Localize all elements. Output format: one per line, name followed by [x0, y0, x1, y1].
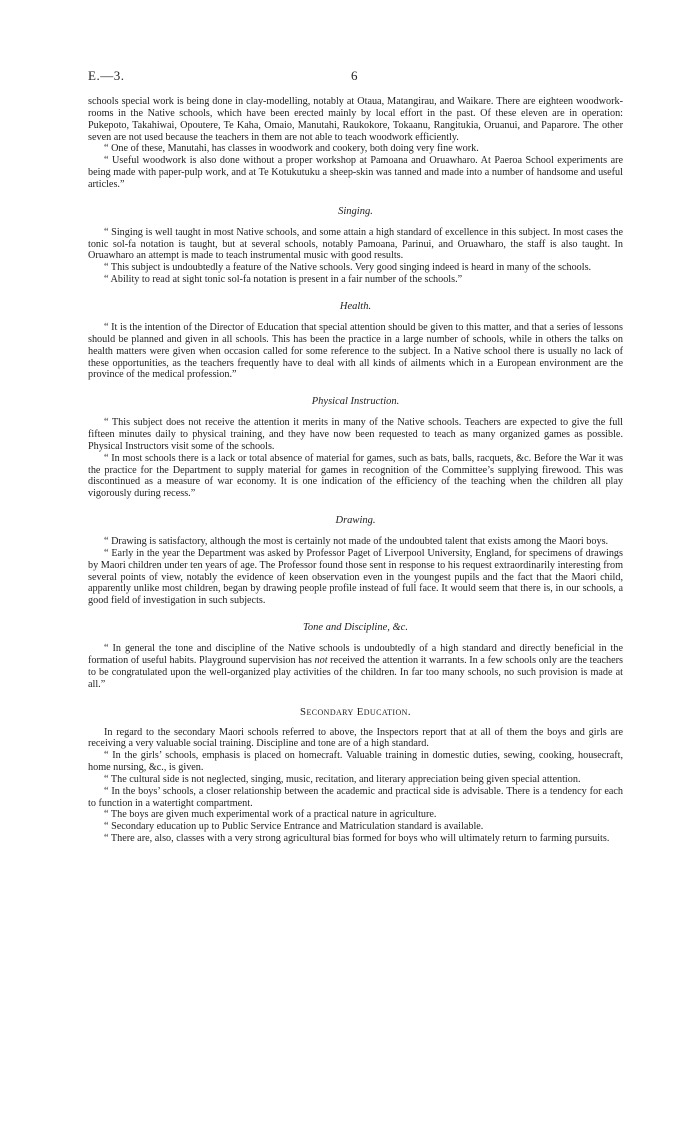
- paragraph: In regard to the secondary Maori schools referred to above, the Inspectors report that at all of them the boys and girls are receiving a very valuable social training. Discipline and tone are of a high standard.: [88, 726, 623, 750]
- document-reference: E.—3.: [88, 68, 125, 83]
- emphasis-text: not: [314, 655, 328, 666]
- paragraph: “ This subject does not receive the attention it merits in many of the Native schools. Teachers are expected to give the full fifteen minutes daily to physical training, and they have now been requested to teach as many organized games as possible. Physical Instructors visit some of the schools.: [88, 417, 623, 452]
- paragraph: “ In the girls’ schools, emphasis is placed on homecraft. Valuable training in domestic duties, sewing, cooking, housecraft, home nursing, &c., is given.: [88, 750, 623, 774]
- paragraph: “ One of these, Manutahi, has classes in woodwork and cookery, both doing very fine work.: [104, 143, 479, 155]
- document-body: [88, 96, 623, 845]
- paragraph: “ The boys are given much experimental work of a practical nature in agriculture.: [104, 809, 437, 821]
- page-number: 6: [351, 68, 358, 83]
- paragraph: “ Useful woodwork is also done without a proper workshop at Pamoana and Oruawharo. At Paeroa School experiments are being made with paper-pulp work, and at Te Kotukutuku a sheep-skin was tanned and made into a number of handsome and useful articles.”: [88, 155, 623, 190]
- paragraph-text: “ In general the tone and discipline of the Native schools is undoubtedly of a high standard and directly beneficial in the formation of useful habits. Playground supervision has: [88, 643, 623, 666]
- section-heading-drawing: Drawing.: [335, 515, 376, 527]
- paragraph: “ Secondary education up to Public Service Entrance and Matriculation standard is available.: [104, 821, 484, 833]
- paragraph: “ The cultural side is not neglected, singing, music, recitation, and literary appreciation being given special attention.: [104, 773, 581, 785]
- section-heading-singing: Singing.: [338, 205, 373, 217]
- paragraph: “ Ability to read at sight tonic sol-fa notation is present in a fair number of the schools.”: [104, 274, 463, 286]
- paragraph: “ Early in the year the Department was asked by Professor Paget of Liverpool University, England, for specimens of drawings by Maori children under ten years of age. The Professor found those sent in response to his request extraordinarily interesting from several points of view, notably the evidence of keen observation even in the youngest pupils and the fact that the Maori child, apparently unlike most children, began by drawing people profile instead of full face. It would seem that there is, in our schools, a good field of investigation in such subjects.: [88, 547, 623, 607]
- section-heading-tone-discipline: Tone and Discipline, &c.: [303, 622, 408, 634]
- paragraph: “ It is the intention of the Director of Education that special attention should be given to this matter, and that a series of lessons should be planned and given in all schools. This has been the practice in a large number of schools, while in others the talks on health matters were given when occasion called for some reference to the subject. In a Native school there is usually no lack of these opportunities, as the teachers frequently have to deal with all kinds of ailments which in a European environment are the province of the medical profession.”: [88, 321, 623, 381]
- paragraph: “ Drawing is satisfactory, although the most is certainly not made of the undoubted talent that exists among the Maori boys.: [104, 536, 609, 548]
- paragraph: schools special work is being done in clay-modelling, notably at Otaua, Matangirau, and Waikare. There are eighteen woodwork-rooms in the Native schools, which have been erected mainly by local effort in the past. Of these eleven are in operation: Pukepoto, Takahiwai, Opoutere, Te Kaha, Omaio, Manutahi, Raukokore, Tokaanu, Rangitukia, Oruanui, and Paparore. The other seven are not used because the teachers in them are not able to teach woodwork efficiently.: [88, 96, 623, 143]
- section-heading-secondary-education: Secondary Education.: [300, 705, 411, 718]
- section-heading-health: Health.: [339, 300, 372, 312]
- paragraph: “ In the boys’ schools, a closer relationship between the academic and practical side is advisable. There is a tendency for each to function in a watertight compartment.: [88, 785, 623, 809]
- paragraph: “ In most schools there is a lack or total absence of material for games, such as bats, balls, racquets, &c. Before the War it was the practice for the Department to supply material for games in recognition of the Committee’s supplying firewood. This was discontinued as a measure of war economy. It is one indication of the efficiency of the teaching when the children all play vigorously during recess.”: [88, 452, 623, 500]
- section-heading-physical-instruction: Physical Instruction.: [311, 396, 400, 408]
- paragraph-text: received the attention it warrants. In a few schools only are the teachers to be congratulated upon the well-organized play activities of the children. In far too many schools, no such provision is made at all.”: [88, 655, 624, 690]
- paragraph: “ This subject is undoubtedly a feature of the Native schools. Very good singing indeed is heard in many of the schools.: [104, 262, 592, 274]
- paragraph: [88, 643, 623, 690]
- paragraph: “ Singing is well taught in most Native schools, and some attain a high standard of excellence in this subject. In most cases the tonic sol-fa notation is taught, but at several schools, notably Pamoana, Parinui, and Oruawharo, the staff is also taught. In Oruawharo an attempt is made to teach instrumental music with good results.: [88, 226, 623, 262]
- paragraph: “ There are, also, classes with a very strong agricultural bias formed for boys who will ultimately return to farming pursuits.: [104, 833, 610, 845]
